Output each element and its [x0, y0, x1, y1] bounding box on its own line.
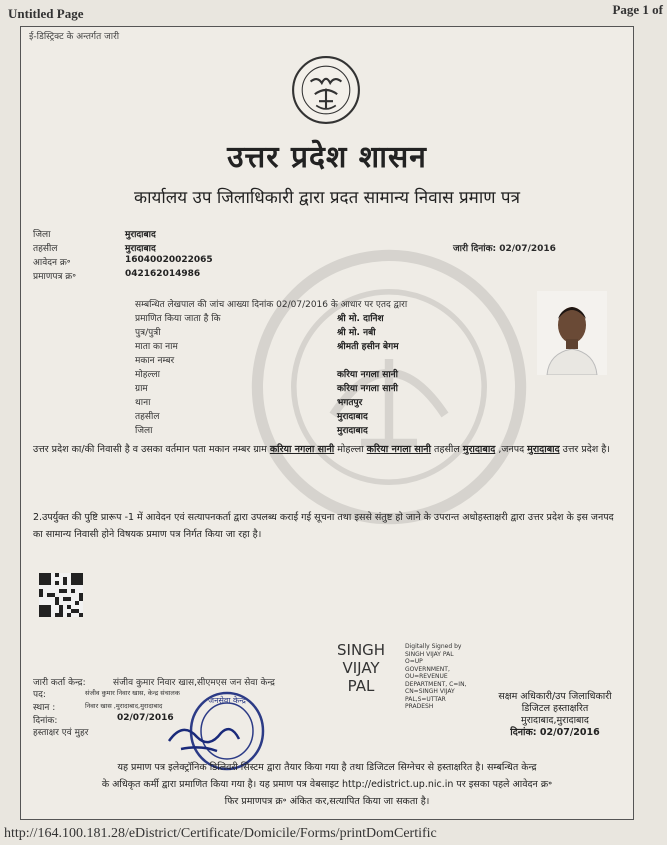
place-label: स्थान : — [33, 703, 56, 713]
mohalla-label: मोहल्ला — [135, 370, 160, 380]
district-detail-label: जिला — [135, 426, 153, 436]
police-station-value: भगतपुर — [337, 398, 363, 408]
digital-signature-details: Digitally Signed by SINGH VIJAY PAL O=UP GOVERNMENT, OU=REVENUE DEPARTMENT, C=IN, CN=SINGH VIJAY PAL,S=UTTAR PRADESH — [405, 643, 467, 710]
verification-footer: यह प्रमाण पत्र इलेक्ट्रॉनिक डिलिवरी सिस्टम द्वारा तैयार किया गया है तथा डिजिटल सिग्नेचर से हस्ताक्षरित है। सम्बन्धित केन्द्र के अधिकृत कर्मी द्वारा प्रमाणित किया गया है। यह प्रमाण पत्र वेबसाइट http://edistrict.up.nic.in पर इसका पहले आवेदन क्र॰ फिर प्रमाणपत्र क्र॰ अंकित कर,सत्यापित किया जा सकता है। — [101, 762, 553, 807]
mother-value: श्रीमती हसीन बेगम — [337, 342, 399, 352]
intro-line-1: सम्बन्धित लेखपाल की जांच आख्या दिनांक 02/07/2016 के आधार पर एतद द्वारा — [135, 300, 408, 310]
residence-paragraph: उत्तर प्रदेश का/की निवासी है व उसका वर्तमान पता मकान नम्बर ग्राम करिया नगला सानी मोहल्ला करिया नगला सानी तहसील मुरादाबाद ,जनपद मुरादाबाद उत्तर प्रदेश है। — [33, 444, 610, 455]
certificate-number-label: प्रमाणपत्र क्र॰ — [33, 272, 77, 282]
government-title: उत्तर प्रदेश शासन — [227, 140, 427, 175]
place-value: निवार खास ,मुरादाबाद,मुरादाबाद — [85, 702, 163, 710]
certificate-document — [20, 26, 634, 820]
mohalla-value: करिया नगला सानी — [337, 370, 398, 380]
applicant-name: श्री मो. दानिश — [337, 314, 384, 324]
issue-date: जारी दिनांक: 02/07/2016 — [453, 244, 556, 254]
district-label: जिला — [33, 230, 51, 240]
parent-value: श्री मो. नबी — [337, 328, 376, 338]
issued-note: ई-डिस्ट्रिक्ट के अन्तर्गत जारी — [29, 32, 120, 42]
up-emblem-icon — [291, 55, 361, 125]
certificate-title: कार्यालय उप जिलाधिकारी द्वारा प्रदत सामान्य निवास प्रमाण पत्र — [134, 188, 520, 208]
date-value: 02/07/2016 — [117, 713, 174, 723]
village-label: ग्राम — [135, 384, 148, 394]
page-number: Page 1 of — [612, 2, 663, 17]
district-detail-value: मुरादाबाद — [337, 426, 368, 436]
police-station-label: थाना — [135, 398, 151, 408]
district-value: मुरादाबाद — [125, 230, 156, 240]
page-url: http://164.100.181.28/eDistrict/Certificate/Domicile/Forms/printDomCertific — [4, 826, 437, 841]
applicant-photo — [537, 291, 607, 375]
application-number-value: 16040020022065 — [125, 255, 213, 265]
digital-signature-name: SINGH VIJAY PAL — [337, 641, 386, 695]
tehsil-detail-value: मुरादाबाद — [337, 412, 368, 422]
application-number-label: आवेदन क्र॰ — [33, 258, 71, 268]
certificate-number-value: 042162014986 — [125, 269, 201, 279]
tehsil-value: मुरादाबाद — [125, 244, 156, 254]
signature-seal-label: हस्ताक्षर एवं मुहर — [33, 728, 89, 738]
mother-label: माता का नाम — [135, 342, 178, 352]
svg-text:जनसेवा केन्द्र: जनसेवा केन्द्र — [208, 696, 246, 705]
browser-page-title: Untitled Page — [8, 6, 84, 21]
issuing-center-label: जारी कर्ता केन्द्र: — [33, 678, 86, 688]
post-value: संजीव कुमार निवार खास, केन्द्र संचालक — [85, 689, 180, 697]
qr-code-icon — [39, 573, 83, 617]
tehsil-detail-label: तहसील — [135, 412, 160, 422]
post-label: पद: — [33, 690, 46, 700]
tehsil-label: तहसील — [33, 244, 58, 254]
verification-paragraph: 2.उपर्युक्त की पुष्टि प्रारूप -1 में आवेदन एवं सत्यापनकर्ता द्वारा उपलब्ध कराई गई सूचना तथा इससे संतुष्ट हो जाने के उपरान्त अधोहस्ताक्षरी द्वारा उत्तर प्रदेश के इस जनपद का सामान्य निवासी होने विषयक प्रमाण पत्र निर्गत किया जा रहा है। — [33, 512, 614, 540]
competent-authority: सक्षम अधिकारी/उप जिलाधिकारी डिजिटल हस्ताक्षरित मुरादाबाद,मुरादाबाद दिनांक: 02/07/2016 — [498, 691, 612, 738]
village-value: करिया नगला सानी — [337, 384, 398, 394]
date-label: दिनांक: — [33, 716, 58, 726]
house-number-label: मकान नम्बर — [135, 356, 175, 366]
issuing-center-value: संजीव कुमार निवार खास,सीएमएस जन सेवा केन्द्र — [113, 678, 275, 688]
intro-line-2: प्रमाणित किया जाता है कि — [135, 314, 221, 324]
parent-label: पुत्र/पुत्री — [135, 328, 161, 338]
